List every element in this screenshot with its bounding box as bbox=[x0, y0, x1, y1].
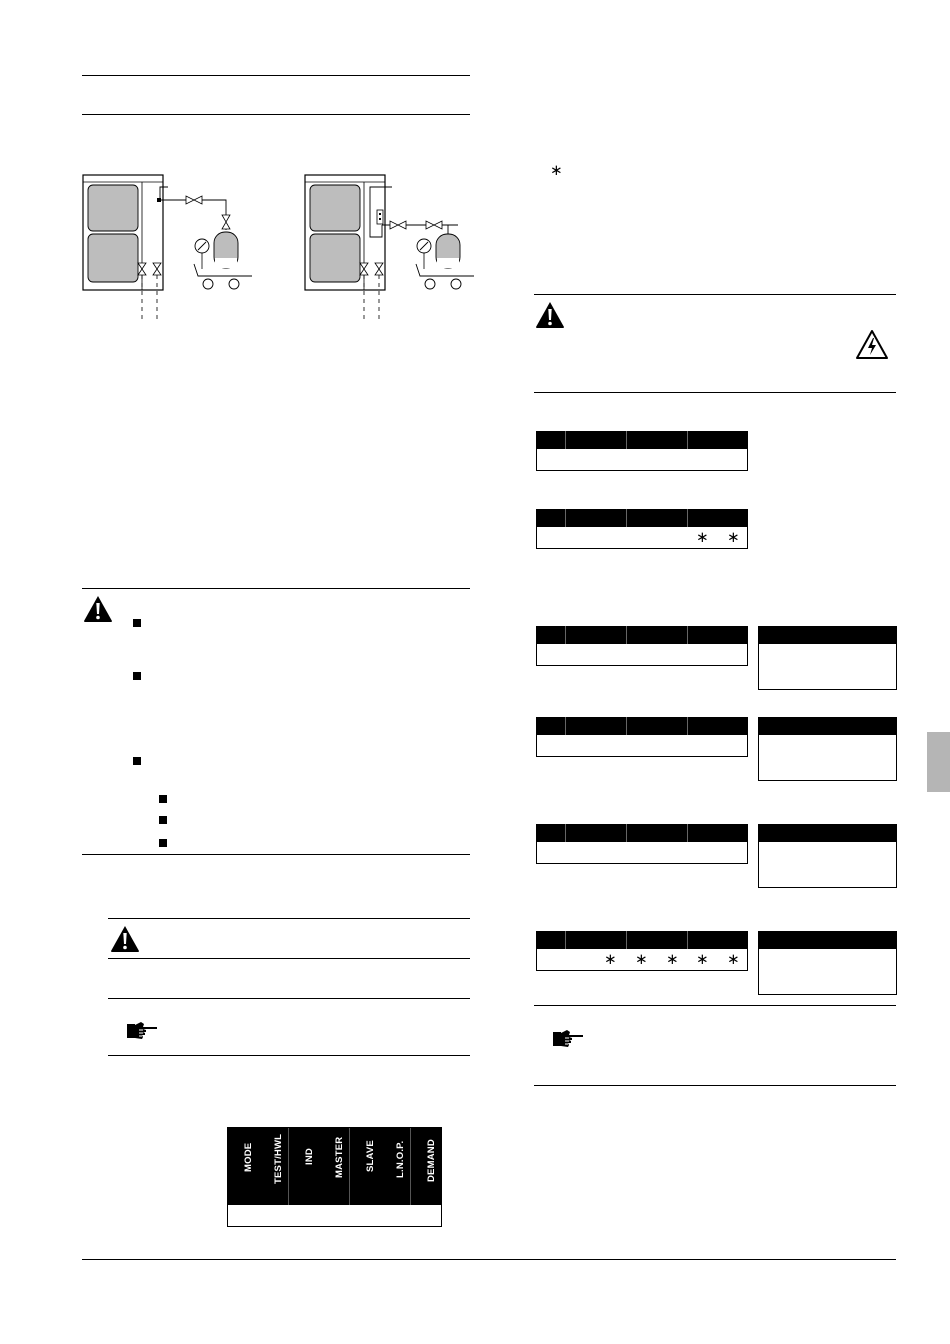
unit-diagram-right bbox=[302, 172, 482, 322]
switch-label-lnop: L.N.O.P. bbox=[395, 1140, 406, 1178]
sub-bullet bbox=[159, 839, 167, 847]
led-lit-marker: ∗ bbox=[604, 950, 617, 968]
section-tab-marker bbox=[927, 732, 950, 792]
footer-rule bbox=[82, 1259, 896, 1260]
right-note-rule-bottom bbox=[534, 1085, 896, 1086]
note-rule-bottom bbox=[108, 1055, 470, 1056]
led-lit-marker: ∗ bbox=[727, 950, 740, 968]
sub-bullet bbox=[159, 816, 167, 824]
warning-triangle-icon bbox=[83, 595, 113, 623]
led-lit-marker: ∗ bbox=[696, 950, 709, 968]
led-panel-6 bbox=[536, 931, 748, 971]
right-warning-rule-top bbox=[534, 294, 896, 295]
left-warning-rule-bottom bbox=[82, 854, 470, 855]
switch-label-mode: MODE bbox=[243, 1142, 254, 1172]
left-top-rule-1 bbox=[82, 75, 470, 76]
left-top-rule-2 bbox=[82, 114, 470, 115]
electric-shock-icon bbox=[855, 329, 889, 360]
pointing-hand-icon bbox=[552, 1028, 586, 1050]
switch-label-demand: DEMAND bbox=[426, 1139, 437, 1182]
left-warning-rule-top bbox=[82, 588, 470, 589]
led-panel-3 bbox=[536, 626, 748, 666]
caution-triangle-icon bbox=[110, 925, 140, 953]
bullet bbox=[133, 619, 141, 627]
led-lit-marker: ∗ bbox=[635, 950, 648, 968]
info-box-4 bbox=[758, 717, 897, 781]
switch-label-master: MASTER bbox=[334, 1136, 345, 1178]
led-panel-4 bbox=[536, 717, 748, 757]
led-lit-marker: ∗ bbox=[727, 528, 740, 546]
right-note-rule-top bbox=[534, 1005, 896, 1006]
switch-panel bbox=[227, 1127, 442, 1227]
bullet bbox=[133, 672, 141, 680]
led-panel-2 bbox=[536, 509, 748, 549]
unit-diagram-left bbox=[80, 172, 260, 322]
led-lit-marker: ∗ bbox=[666, 950, 679, 968]
right-warning-rule-bottom bbox=[534, 392, 896, 393]
led-panel-5 bbox=[536, 824, 748, 864]
warning-triangle-icon bbox=[535, 301, 565, 329]
sub-bullet bbox=[159, 795, 167, 803]
switch-label-slave: SLAVE bbox=[365, 1140, 376, 1172]
led-lit-marker: ∗ bbox=[696, 528, 709, 546]
switch-label-ind: IND bbox=[304, 1148, 315, 1165]
caution-rule-top bbox=[108, 918, 470, 919]
caution-rule-bottom bbox=[108, 958, 470, 959]
asterisk-mark: ∗ bbox=[550, 161, 563, 179]
pointing-hand-icon bbox=[126, 1020, 160, 1042]
note-rule-top bbox=[108, 998, 470, 999]
info-box-5 bbox=[758, 824, 897, 888]
bullet bbox=[133, 757, 141, 765]
switch-label-test-hwl: TEST/HWL bbox=[273, 1133, 284, 1184]
led-panel-1 bbox=[536, 431, 748, 471]
info-box-6 bbox=[758, 931, 897, 995]
info-box-3 bbox=[758, 626, 897, 690]
